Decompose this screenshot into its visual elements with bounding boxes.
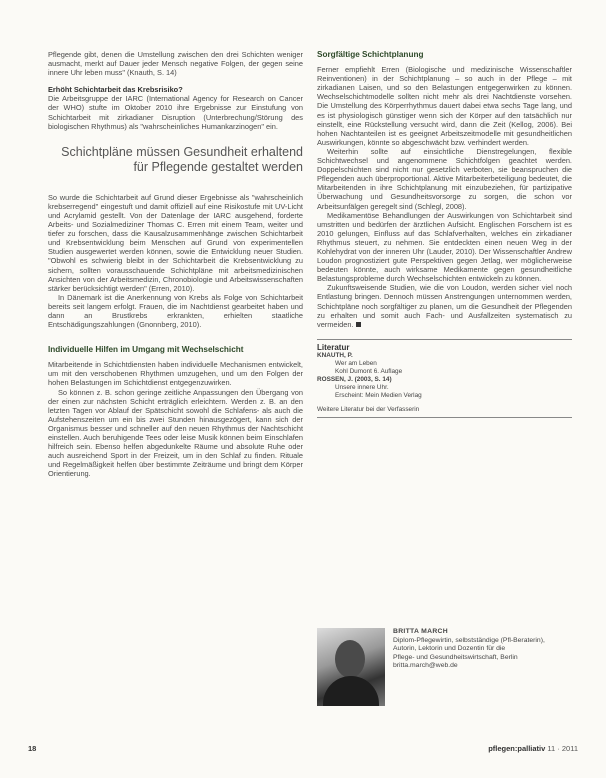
left-column: [48, 50, 303, 478]
literature-note: Weitere Literatur bei der Verfasserin: [317, 406, 572, 418]
right-paragraph-4-text: Zukunftsweisende Studien, wie die von Loudon, werden sicher viel noch Entlastung bringen. Dennoch müssen Anstrengungen unternommen werden, Schichtpläne noch sorgfältiger zu planen, um die Gesundheit der Pflegenden zu erhalten und somit auch Fach- und Ausfallzeiten systematisch zu vermeiden.: [317, 283, 572, 329]
journal-name: pflegen:palliativ: [488, 744, 546, 753]
literature-entry-2: [317, 376, 572, 400]
lit1-title: Wer am Leben: [335, 359, 377, 367]
author-line-3: Pflege- und Gesundheitswirtschaft, Berlin: [393, 653, 518, 661]
question-heading: Erhöht Schichtarbeit das Krebsrisiko?: [48, 85, 183, 95]
journal-footer: [488, 744, 578, 753]
paragraph-2: In Dänemark ist die Anerkennung von Krebs als Folge von Schichtarbeit bereits seit langem erfolgt. Frauen, die im Nachtdienst gearbeitet haben und dann an Brustkrebs erkrankten, erhielten staatliche Entschädigungszahlungen (Gnonnberg, 2010).: [48, 292, 303, 330]
author-box: [317, 628, 572, 708]
lit1-publisher: Kohl Dumont 6. Auflage: [335, 367, 403, 375]
lit2-title: Unsere innere Uhr.: [335, 383, 389, 391]
author-email[interactable]: britta.march@web.de: [393, 662, 458, 670]
author-name: BRITTA MARCH: [393, 628, 448, 635]
paragraph-3: Mitarbeitende in Schichtdiensten haben individuelle Mechanismen entwickelt, um mit den verschobenen Rhythmen umzugehen, und um den Folgen der hohen Belastungen im Schichtdienst entgegenzuwirken.: [48, 360, 303, 388]
author-face: [335, 640, 365, 678]
author-photo: [317, 628, 385, 706]
author-shoulders: [323, 676, 379, 706]
author-line-2: Autorin, Lektorin und Dozentin für die: [393, 645, 506, 653]
intro-paragraph: Pflegende gibt, denen die Umstellung zwischen den drei Schichten weniger ausmacht, merkt auf Dauer jeder Mensch negative Folgen, der gegen seine innere Uhr leben muss" (Knauth, S. 14): [48, 50, 303, 78]
paragraph-1: So wurde die Schichtarbeit auf Grund dieser Ergebnisse als "wahrscheinlich krebserregend" eingestuft und damit offiziell auf eine Risikostufe mit UV-Licht und Acrylamid gestellt. Von der Datenlage der IARC ausgehend, forderte Arbeits- und Sozialmediziner Thomas C. Erren mit einem Team, weiter und tiefer zu forschen, dass die Kausalzusammenhänge zwischen Schichtarbeit und Krebsentwicklung beim Menschen auf Grund von experimentellen Studien ausgewertet werden können, sowie die Entwicklung neuer Studien. "Obwohl es schwierig bleibt in der Schichtarbeit die Krebsentwicklung zu sichern, sollten vorausschauende Schichtpläne mit arbeitsmedizinischen Ansichten von der Arbeitsmedizin, Chronobiologie und Arbeitswissenschaften stärker berücksichtigt werden" (Erren, 2010).: [48, 192, 303, 293]
right-column: [317, 50, 572, 418]
author-line-1: Diplom-Pflegewirtin, selbstständige (Pfl-Beraterin),: [393, 636, 545, 644]
author-info: [393, 628, 571, 671]
literature-heading: Literatur: [317, 339, 572, 352]
right-paragraph-3: Medikamentöse Behandlungen der Auswirkungen von Schichtarbeit sind umstritten und bedürfen der ärztlichen Aufsicht. Englischen Forschern ist es 2010 gelungen, Einfluss auf das Schlafverhalten, welches ein zirkadianer Rhythmus steuert, zu nehmen. Sie entdeckten einen neuen Weg in der Kohlehydrat von der inneren Uhr (Lauder, 2010). Der Wissenschaftler Andrew Loudon prognostiziert gute Perspektiven gegen Jetlag, wer möglicherweise bedeuten könnte, auch wirksame Medikamente gegen gesundheitliche Belastungsprobleme durch Wechselschichten entwickeln zu können.: [317, 210, 572, 284]
lit2-publisher: Erscheint: Mein Medien Verlag: [335, 391, 422, 399]
lit2-author: ROSSEN, J. (2003, S. 14): [317, 375, 392, 383]
right-paragraph-2: Weiterhin sollte auf einsichtliche Dienstregelungen, flexible Schichtwechsel und angenommene Schichtfolgen geachtet werden. Doppelschichten sind nicht nur gesetzlich verboten, sie beanspruchen die Pflegenden auch überproportional. Aktive Mitarbeiterbeteiligung bedeutet, die Mitarbeitenden in ihre Schichtplanung mit einzubeziehen, für partizipative Überwachung und Gesundheitsvorsorge zu sorgen, die schon vor Arbeitsunfälgen geregelt sind (Schlegl, 2008).: [317, 146, 572, 211]
page-number: 18: [28, 744, 37, 753]
question-paragraph: Die Arbeitsgruppe der IARC (International Agency for Research on Cancer der WHO) stufte im Oktober 2010 ihre Ergebnisse zur Einstufung von Schichtarbeit mit zirkadianer Disruption (Unterbrechung/Störung des biologischen Rhythmus) als "wahrscheinliches Humankarzinogen" ein.: [48, 94, 303, 131]
section-heading: Schichtpläne müssen Gesundheit erhaltend für Pflegende gestaltet werden: [61, 144, 303, 174]
subheading-hilfen: Individuelle Hilfen im Umgang mit Wechselschicht: [48, 345, 244, 355]
subheading-schichtplanung: Sorgfältige Schichtplanung: [317, 50, 424, 59]
lit1-author: KNAUTH, P.: [317, 351, 353, 359]
literature-entry-1: [317, 352, 572, 376]
right-paragraph-4: [317, 283, 572, 328]
end-mark-icon: [356, 322, 361, 327]
journal-issue: 11 · 2011: [547, 744, 578, 753]
paragraph-4: So können z. B. schon geringe zeitliche Anpassungen den Übergang von der einen zur nächsten Schicht erträglich erleichtern. Werden z. B. an den letzten Tagen vor Ablauf der Spätschicht sowohl die Schlafens- als auch die Aufstehenszeiten um ein bis zwei Stunden hinausgezögert, kann sich der Organismus besser und schneller auf den neuen Rhythmus der Nachtschicht einstellen. Auch beruhigende Tees oder leise Musik können beim Einschlafen hilfreich sein. Ebenso helfen abgedunkelte Räume und absolute Ruhe oder auch ausreichend Sport in der Freizeit, um in den Schlaf zu finden. Rituale und Regelmäßigkeit helfen über bestimmte Zeiträume und bringt dem Körper Orientierung.: [48, 387, 303, 479]
right-paragraph-1: Ferner empfiehlt Erren (Biologische und medizinische Wissenschaftler Reinventionen) in der Schichtplanung – so auch in der Pflege – mit zirkadianen Laisen, und so den Belastungen entgegenwirken zu können. Wechselschichtmodelle sollten nicht mehr als drei Nachtdienste vorsehen. Die Umstellung des Körperrhythmus dauert dabei etwa sechs Tage lang, und es ist physiologisch günstiger wenn sich der Körper auf den tatsächlich nur einstellt, eine Rückstellung versucht wird, dann die Zeit (Kellog, 2006). Bei hohen Nachtanteilen ist es geeignet Arbeitszeitmodelle mit gesundheitlichen Auswirkungen, könnte so abgeschwächt bzw. verhindert werden.: [317, 65, 572, 147]
